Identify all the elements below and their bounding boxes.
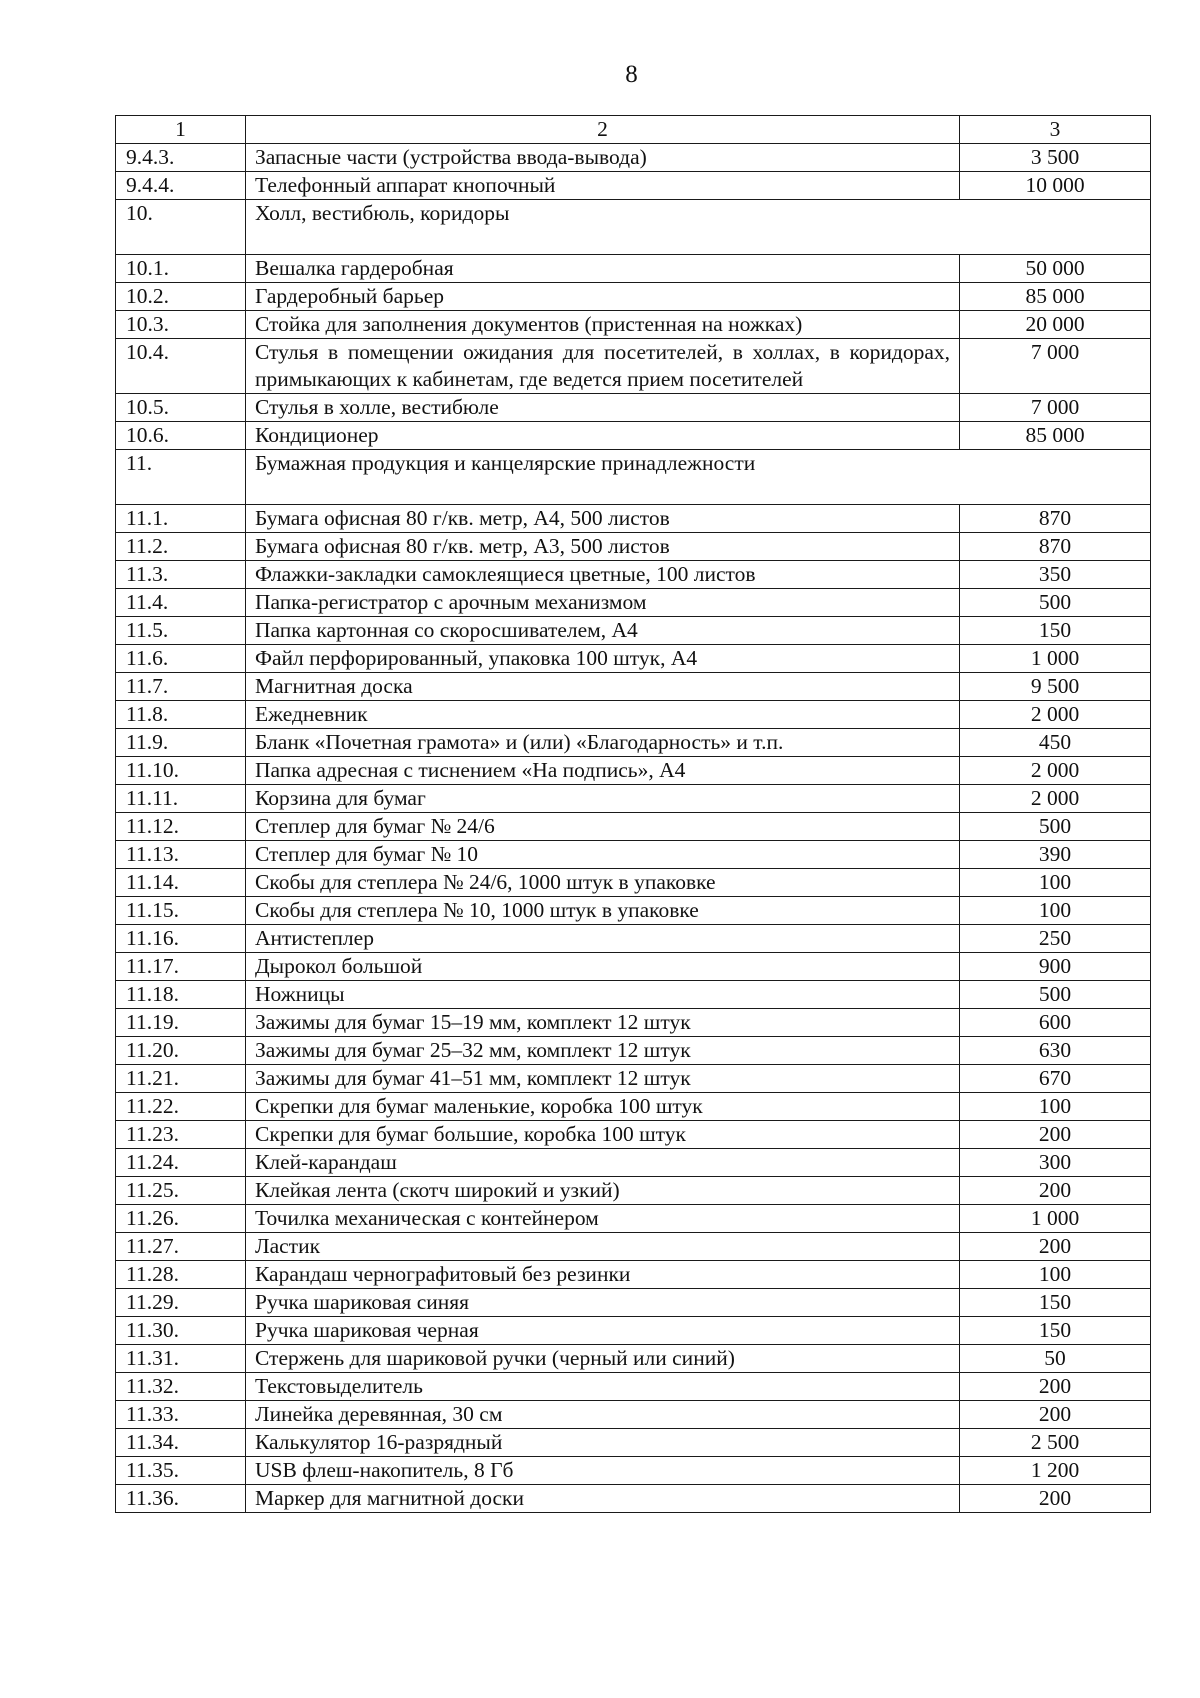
item-name: Запасные части (устройства ввода-вывода) (246, 144, 960, 172)
table-row (116, 897, 1151, 925)
item-price: 500 (960, 981, 1151, 1009)
item-name: Файл перфорированный, упаковка 100 штук, А4 (246, 645, 960, 673)
table-row (116, 144, 1151, 172)
item-name: Маркер для магнитной доски (246, 1485, 960, 1513)
item-name: Ножницы (246, 981, 960, 1009)
item-number: 11.7. (116, 673, 246, 701)
item-number: 11.13. (116, 841, 246, 869)
item-name: Ежедневник (246, 701, 960, 729)
table-row (116, 311, 1151, 339)
item-price: 1 000 (960, 645, 1151, 673)
item-number: 11.15. (116, 897, 246, 925)
item-name: Точилка механическая с контейнером (246, 1205, 960, 1233)
item-name: Стойка для заполнения документов (пристенная на ножках) (246, 311, 960, 339)
table-row (116, 645, 1151, 673)
item-price: 100 (960, 869, 1151, 897)
item-price: 20 000 (960, 311, 1151, 339)
item-number: 11.5. (116, 617, 246, 645)
item-price: 7 000 (960, 394, 1151, 422)
table-row (116, 1345, 1151, 1373)
item-price: 3 500 (960, 144, 1151, 172)
table-row (116, 1429, 1151, 1457)
item-price: 2 000 (960, 785, 1151, 813)
item-price: 150 (960, 1289, 1151, 1317)
table-row (116, 1177, 1151, 1205)
item-price: 10 000 (960, 172, 1151, 200)
table-row (116, 925, 1151, 953)
item-price: 600 (960, 1009, 1151, 1037)
item-name: Стулья в помещении ожидания для посетителей, в холлах, в коридорах, примыкающих к кабинетам, где ведется прием посетителей (246, 339, 960, 394)
item-number: 11.14. (116, 869, 246, 897)
item-price: 350 (960, 561, 1151, 589)
table-row (116, 953, 1151, 981)
item-name: Ручка шариковая синяя (246, 1289, 960, 1317)
header-col-1: 1 (116, 116, 246, 144)
item-name: Телефонный аппарат кнопочный (246, 172, 960, 200)
item-number: 11.12. (116, 813, 246, 841)
table-row (116, 1401, 1151, 1429)
table-row (116, 785, 1151, 813)
item-price: 7 000 (960, 339, 1151, 394)
table-row (116, 813, 1151, 841)
table-row (116, 172, 1151, 200)
page-number: 8 (625, 61, 638, 88)
item-name: Клейкая лента (скотч широкий и узкий) (246, 1177, 960, 1205)
item-price: 670 (960, 1065, 1151, 1093)
table-row (116, 589, 1151, 617)
table-row (116, 1009, 1151, 1037)
item-number: 11. (116, 450, 246, 505)
table-row (116, 729, 1151, 757)
item-name: Кондиционер (246, 422, 960, 450)
item-price: 100 (960, 1261, 1151, 1289)
table-row (116, 283, 1151, 311)
table-row (116, 1317, 1151, 1345)
table-row (116, 1093, 1151, 1121)
item-number: 10.4. (116, 339, 246, 394)
item-price: 100 (960, 1093, 1151, 1121)
table-row (116, 1373, 1151, 1401)
item-number: 11.29. (116, 1289, 246, 1317)
item-number: 11.20. (116, 1037, 246, 1065)
item-number: 9.4.4. (116, 172, 246, 200)
item-name: Антистеплер (246, 925, 960, 953)
item-number: 11.19. (116, 1009, 246, 1037)
table-row (116, 1233, 1151, 1261)
item-name: Карандаш чернографитовый без резинки (246, 1261, 960, 1289)
item-number: 11.30. (116, 1317, 246, 1345)
item-price: 50 000 (960, 255, 1151, 283)
item-price: 500 (960, 813, 1151, 841)
table-row (116, 1485, 1151, 1513)
item-price: 50 (960, 1345, 1151, 1373)
item-price: 200 (960, 1401, 1151, 1429)
item-price: 2 000 (960, 757, 1151, 785)
item-name: Корзина для бумаг (246, 785, 960, 813)
table-row (116, 617, 1151, 645)
item-price: 85 000 (960, 422, 1151, 450)
item-number: 11.10. (116, 757, 246, 785)
item-price: 900 (960, 953, 1151, 981)
section-title: Холл, вестибюль, коридоры (246, 200, 1151, 255)
item-price: 870 (960, 505, 1151, 533)
table-row (116, 981, 1151, 1009)
item-price: 1 000 (960, 1205, 1151, 1233)
item-price: 100 (960, 897, 1151, 925)
item-name: Скобы для степлера № 24/6, 1000 штук в упаковке (246, 869, 960, 897)
item-name: Калькулятор 16-разрядный (246, 1429, 960, 1457)
item-price: 250 (960, 925, 1151, 953)
table-row (116, 757, 1151, 785)
item-name: Зажимы для бумаг 41–51 мм, комплект 12 штук (246, 1065, 960, 1093)
table-row (116, 1205, 1151, 1233)
table-row (116, 505, 1151, 533)
item-number: 11.34. (116, 1429, 246, 1457)
item-name: Бланк «Почетная грамота» и (или) «Благодарность» и т.п. (246, 729, 960, 757)
header-row (116, 116, 1151, 144)
table-row (116, 533, 1151, 561)
item-number: 11.24. (116, 1149, 246, 1177)
table-row (116, 701, 1151, 729)
item-name: Степлер для бумаг № 10 (246, 841, 960, 869)
table-row (116, 869, 1151, 897)
item-price: 870 (960, 533, 1151, 561)
item-number: 11.21. (116, 1065, 246, 1093)
item-number: 11.23. (116, 1121, 246, 1149)
item-number: 11.31. (116, 1345, 246, 1373)
item-name: Линейка деревянная, 30 см (246, 1401, 960, 1429)
section-title: Бумажная продукция и канцелярские принадлежности (246, 450, 1151, 505)
item-number: 10.3. (116, 311, 246, 339)
item-price: 500 (960, 589, 1151, 617)
item-price: 150 (960, 617, 1151, 645)
item-name: Бумага офисная 80 г/кв. метр, А3, 500 листов (246, 533, 960, 561)
item-number: 11.17. (116, 953, 246, 981)
item-name: Дырокол большой (246, 953, 960, 981)
table-body (116, 116, 1151, 1513)
item-name: Ластик (246, 1233, 960, 1261)
item-number: 9.4.3. (116, 144, 246, 172)
item-price: 200 (960, 1121, 1151, 1149)
item-number: 11.9. (116, 729, 246, 757)
item-number: 10. (116, 200, 246, 255)
table-row (116, 1037, 1151, 1065)
item-name: USB флеш-накопитель, 8 Гб (246, 1457, 960, 1485)
header-col-2: 2 (246, 116, 960, 144)
item-number: 11.35. (116, 1457, 246, 1485)
item-name: Гардеробный барьер (246, 283, 960, 311)
item-price: 9 500 (960, 673, 1151, 701)
item-name: Скрепки для бумаг большие, коробка 100 штук (246, 1121, 960, 1149)
item-number: 10.6. (116, 422, 246, 450)
item-name: Зажимы для бумаг 25–32 мм, комплект 12 штук (246, 1037, 960, 1065)
item-name: Стулья в холле, вестибюле (246, 394, 960, 422)
item-name: Стержень для шариковой ручки (черный или синий) (246, 1345, 960, 1373)
table-row (116, 1261, 1151, 1289)
item-number: 11.6. (116, 645, 246, 673)
item-number: 11.8. (116, 701, 246, 729)
item-number: 11.16. (116, 925, 246, 953)
item-price: 2 000 (960, 701, 1151, 729)
item-name: Степлер для бумаг № 24/6 (246, 813, 960, 841)
table-row (116, 1149, 1151, 1177)
item-number: 11.25. (116, 1177, 246, 1205)
item-name: Ручка шариковая черная (246, 1317, 960, 1345)
item-price: 200 (960, 1177, 1151, 1205)
item-price: 200 (960, 1373, 1151, 1401)
table-row (116, 561, 1151, 589)
item-price: 2 500 (960, 1429, 1151, 1457)
price-table (115, 115, 1151, 1513)
item-number: 11.28. (116, 1261, 246, 1289)
item-name: Вешалка гардеробная (246, 255, 960, 283)
item-name: Бумага офисная 80 г/кв. метр, А4, 500 листов (246, 505, 960, 533)
table-row (116, 339, 1151, 394)
item-number: 11.22. (116, 1093, 246, 1121)
item-number: 11.33. (116, 1401, 246, 1429)
item-number: 11.18. (116, 981, 246, 1009)
item-name: Папка адресная с тиснением «На подпись», А4 (246, 757, 960, 785)
table-row (116, 673, 1151, 701)
item-name: Скобы для степлера № 10, 1000 штук в упаковке (246, 897, 960, 925)
item-price: 630 (960, 1037, 1151, 1065)
item-number: 11.32. (116, 1373, 246, 1401)
item-name: Скрепки для бумаг маленькие, коробка 100 штук (246, 1093, 960, 1121)
table-row (116, 255, 1151, 283)
table-row (116, 841, 1151, 869)
item-name: Зажимы для бумаг 15–19 мм, комплект 12 штук (246, 1009, 960, 1037)
section-row (116, 200, 1151, 255)
item-number: 10.2. (116, 283, 246, 311)
item-name: Клей-карандаш (246, 1149, 960, 1177)
table-row (116, 1457, 1151, 1485)
item-price: 85 000 (960, 283, 1151, 311)
item-price: 450 (960, 729, 1151, 757)
item-number: 11.2. (116, 533, 246, 561)
item-number: 11.3. (116, 561, 246, 589)
item-price: 200 (960, 1485, 1151, 1513)
item-name: Папка картонная со скоросшивателем, А4 (246, 617, 960, 645)
item-number: 11.1. (116, 505, 246, 533)
item-number: 10.5. (116, 394, 246, 422)
table-row (116, 1121, 1151, 1149)
table-row (116, 394, 1151, 422)
item-name: Магнитная доска (246, 673, 960, 701)
item-number: 11.11. (116, 785, 246, 813)
item-number: 11.27. (116, 1233, 246, 1261)
item-name: Папка-регистратор с арочным механизмом (246, 589, 960, 617)
item-name: Флажки-закладки самоклеящиеся цветные, 100 листов (246, 561, 960, 589)
item-number: 11.36. (116, 1485, 246, 1513)
table-row (116, 1065, 1151, 1093)
section-row (116, 450, 1151, 505)
item-name: Текстовыделитель (246, 1373, 960, 1401)
item-price: 200 (960, 1233, 1151, 1261)
table-row (116, 1289, 1151, 1317)
item-price: 300 (960, 1149, 1151, 1177)
item-price: 150 (960, 1317, 1151, 1345)
item-price: 390 (960, 841, 1151, 869)
item-price: 1 200 (960, 1457, 1151, 1485)
item-number: 10.1. (116, 255, 246, 283)
item-number: 11.4. (116, 589, 246, 617)
header-col-3: 3 (960, 116, 1151, 144)
table-row (116, 422, 1151, 450)
item-number: 11.26. (116, 1205, 246, 1233)
